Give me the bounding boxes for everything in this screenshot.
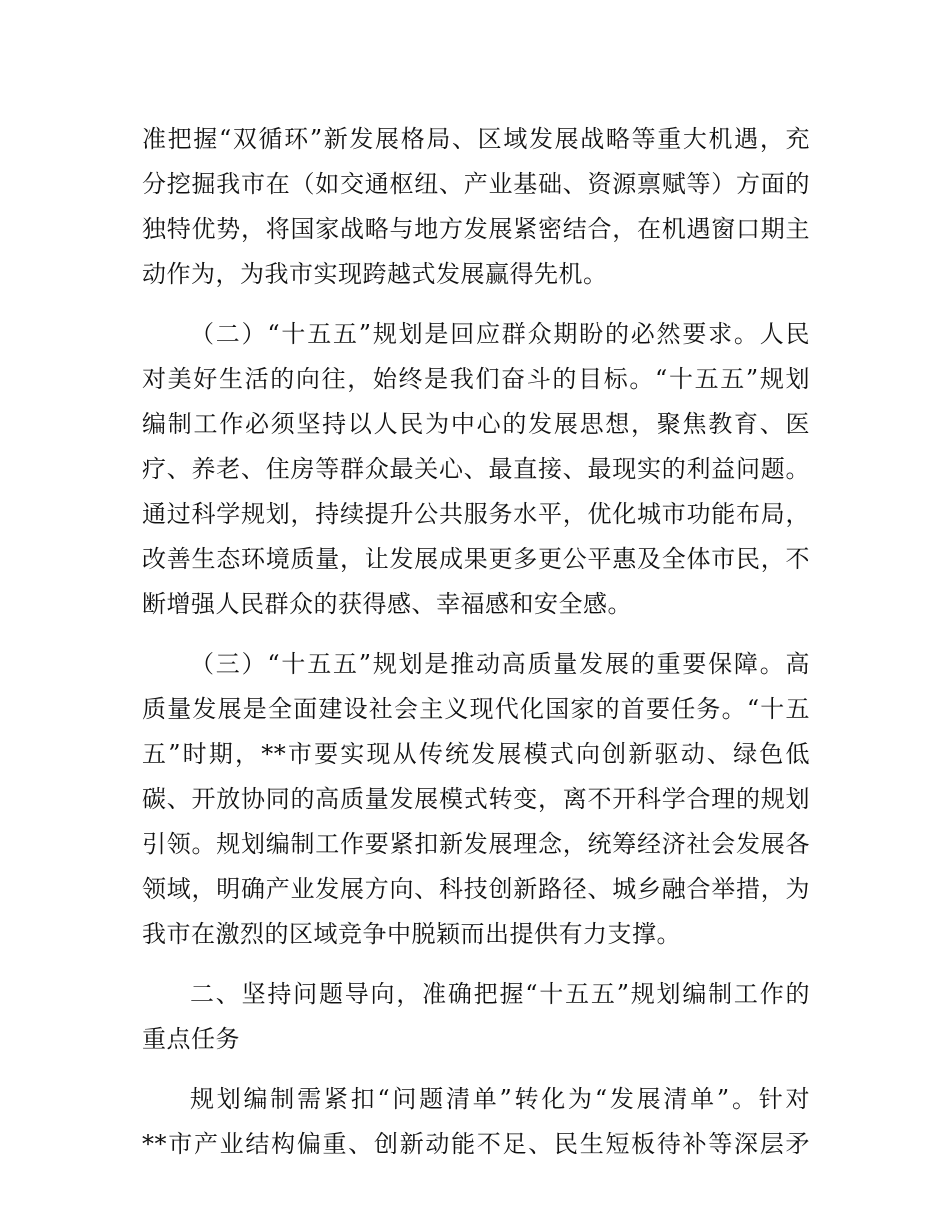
paragraph-section-2 — [142, 312, 810, 627]
paragraph-gap — [142, 957, 810, 972]
text-line: 疗、养老、住房等群众最关心、最直接、最现实的利益问题。 — [142, 455, 810, 483]
paragraph-section-3 — [142, 642, 810, 957]
text-line: 通过科学规划，持续提升公共服务水平，优化城市功能布局， — [142, 500, 810, 528]
paragraph-opportunity-continuation — [142, 117, 810, 297]
paragraph-gap — [142, 1062, 810, 1077]
text-line: **市产业结构偏重、创新动能不足、民生短板待补等深层矛 — [142, 1130, 810, 1158]
heading-line: 二、坚持问题导向，准确把握“十五五”规划编制工作的 — [190, 980, 810, 1008]
paragraph-task-intro — [142, 1077, 810, 1167]
text-line: 我市在激烈的区域竞争中脱颖而出提供有力支撑。 — [142, 920, 681, 948]
heading-line: 重点任务 — [142, 1025, 240, 1053]
text-line: 准把握“双循环”新发展格局、区域发展战略等重大机遇，充 — [142, 125, 810, 153]
text-line: 分挖掘我市在（如交通枢纽、产业基础、资源禀赋等）方面的 — [142, 170, 810, 198]
text-line: 断增强人民群众的获得感、幸福感和安全感。 — [142, 590, 632, 618]
text-line: 领域，明确产业发展方向、科技创新路径、城乡融合举措，为 — [142, 875, 810, 903]
text-line: 独特优势，将国家战略与地方发展紧密结合，在机遇窗口期主 — [142, 215, 810, 243]
text-line: 规划编制需紧扣“问题清单”转化为“发展清单”。针对 — [190, 1085, 810, 1113]
text-line: 动作为，为我市实现跨越式发展赢得先机。 — [142, 260, 608, 288]
text-line: 对美好生活的向往，始终是我们奋斗的目标。“十五五”规划 — [142, 365, 810, 393]
text-line: 质量发展是全面建设社会主义现代化国家的首要任务。“十五 — [142, 695, 810, 723]
text-line: 编制工作必须坚持以人民为中心的发展思想，聚焦教育、医 — [142, 410, 810, 438]
paragraph-gap — [142, 297, 810, 312]
text-line: 碳、开放协同的高质量发展模式转变，离不开科学合理的规划 — [142, 785, 810, 813]
paragraph-gap — [142, 627, 810, 642]
text-line: 引领。规划编制工作要紧扣新发展理念，统筹经济社会发展各 — [142, 830, 810, 858]
section-heading — [142, 972, 810, 1062]
text-line: 五”时期，**市要实现从传统发展模式向创新驱动、绿色低 — [142, 740, 810, 768]
text-line: 改善生态环境质量，让发展成果更多更公平惠及全体市民，不 — [142, 545, 810, 573]
text-line: （二）“十五五”规划是回应群众期盼的必然要求。人民 — [190, 320, 810, 348]
document-body — [142, 117, 810, 1167]
text-line: （三）“十五五”规划是推动高质量发展的重要保障。高 — [190, 650, 810, 678]
